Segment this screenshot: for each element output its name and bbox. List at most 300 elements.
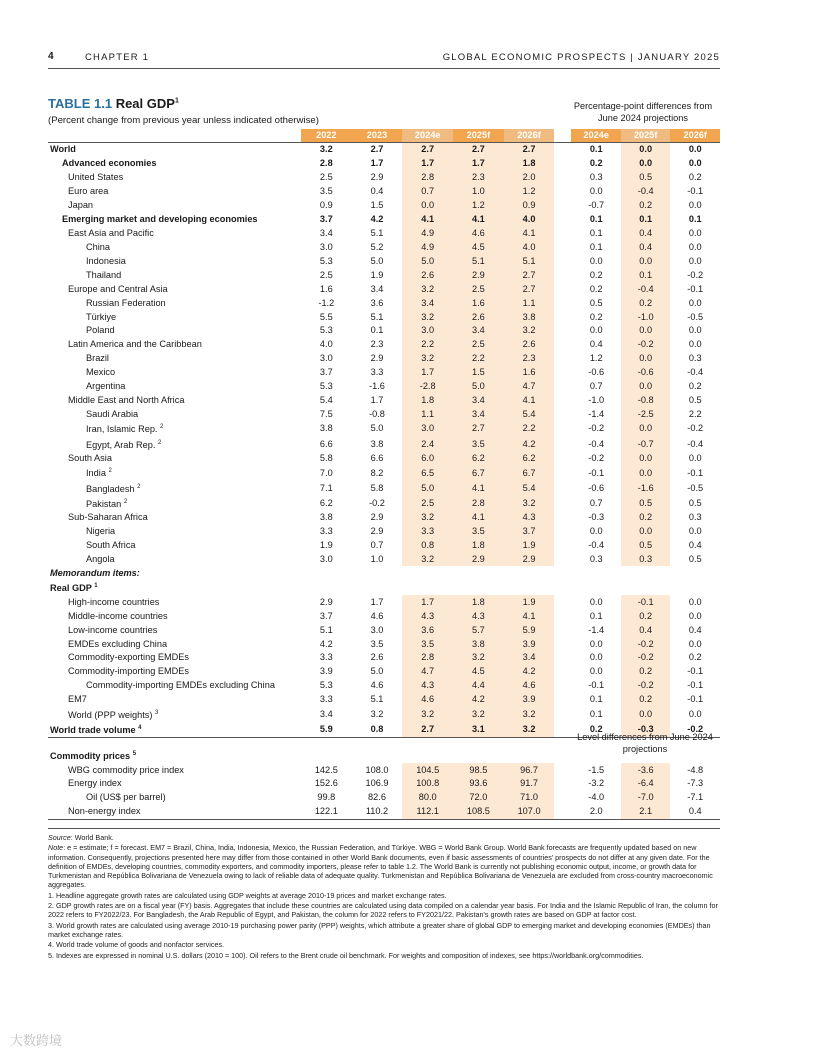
diff-cell: 0.0 [688, 200, 702, 211]
diff-cell: 0.0 [589, 596, 603, 607]
value-cell [301, 580, 352, 595]
value-cell: 1.9 [370, 269, 384, 280]
row-label-text: World trade volume [50, 724, 136, 735]
diff-cell: 0.0 [589, 186, 603, 197]
value-cell: 3.4 [402, 296, 453, 310]
value-cell: 0.4 [370, 186, 384, 197]
value-cell: 3.5 [402, 637, 453, 651]
value-cell: 2.5 [319, 172, 333, 183]
value-cell: 1.0 [370, 553, 384, 564]
value-cell [402, 580, 453, 595]
diff-cell: -0.4 [687, 438, 704, 449]
table-subtitle: (Percent change from previous year unless indicated otherwise) [48, 115, 319, 126]
value-cell: 2.6 [504, 338, 555, 352]
value-cell: -0.2 [369, 497, 385, 508]
row-label [48, 722, 301, 738]
table-row [48, 609, 720, 623]
value-cell: 93.6 [453, 777, 504, 791]
real-gdp-table [48, 129, 720, 738]
diff-cell: 0.2 [688, 652, 702, 663]
value-cell: 3.4 [453, 408, 504, 422]
row-label-text: Commodity-importing EMDEs excluding China [86, 680, 275, 691]
diff-cell: 0.0 [688, 638, 702, 649]
value-cell: 5.7 [453, 623, 504, 637]
row-label [48, 185, 301, 199]
diff-cell [571, 580, 620, 595]
table-row [48, 748, 720, 763]
value-cell: 1.9 [319, 539, 333, 550]
gap-cell [554, 707, 571, 722]
footnote-ref: 4 [138, 724, 142, 731]
diff-cell [571, 748, 620, 763]
diff-col-header: 2024e [571, 129, 620, 143]
value-cell: 110.2 [352, 805, 403, 819]
gap-cell [554, 665, 571, 679]
diff-cell: 0.5 [688, 497, 702, 508]
footnote-ref: 2 [108, 468, 112, 475]
table-row [48, 380, 720, 394]
gap-cell [554, 199, 571, 213]
diff-cell: 0.1 [688, 214, 702, 225]
table-row [48, 185, 720, 199]
footnote-5: 5. Indexes are expressed in nominal U.S. dollars (2010 = 100). Oil refers to the Brent crude oil benchmark. For weights and composition of indexes, see https://worldbank.org/commodities. [48, 950, 644, 960]
value-cell: 5.1 [319, 624, 333, 635]
value-cell: 2.7 [352, 143, 403, 157]
diff-cell: -0.2 [588, 453, 605, 464]
diff-cell: -0.1 [687, 680, 704, 691]
value-cell: 4.0 [504, 240, 555, 254]
value-cell: 3.0 [319, 553, 333, 564]
diff-cell: 0.3 [688, 353, 702, 364]
value-cell: 2.2 [402, 338, 453, 352]
value-cell: 7.1 [319, 482, 333, 493]
gap-cell [554, 213, 571, 227]
value-cell: 4.1 [504, 227, 555, 241]
value-cell: 2.5 [453, 282, 504, 296]
row-label-text: Europe and Central Asia [68, 283, 168, 294]
value-cell: 6.2 [504, 452, 555, 466]
gap-cell [554, 143, 571, 157]
table-row [48, 254, 720, 268]
gap-cell [554, 452, 571, 466]
table-row [48, 539, 720, 553]
gap-cell [554, 282, 571, 296]
table-row [48, 268, 720, 282]
value-cell: 0.9 [504, 199, 555, 213]
value-cell: 2.7 [504, 268, 555, 282]
gap-cell [554, 324, 571, 338]
header-label-cell [48, 129, 301, 143]
row-label-text: Saudi Arabia [86, 408, 139, 419]
row-label-text: Sub-Saharan Africa [68, 512, 148, 523]
table-row [48, 296, 720, 310]
diff-cell [571, 566, 620, 580]
watermark: 大数跨境 [10, 1033, 63, 1048]
diff-cell: -0.6 [588, 367, 605, 378]
value-cell: 0.8 [402, 539, 453, 553]
value-cell: 3.6 [402, 623, 453, 637]
row-label-text: Brazil [86, 353, 109, 364]
row-label [48, 496, 301, 511]
diff-cell: 0.0 [621, 143, 670, 157]
table-row [48, 525, 720, 539]
col-header: 2025f [453, 129, 504, 143]
value-cell: 3.2 [402, 552, 453, 566]
diff-cell: -7.3 [687, 778, 704, 789]
row-label-text: Middle East and North Africa [68, 395, 185, 406]
diff-cell: 0.0 [688, 526, 702, 537]
table-row [48, 199, 720, 213]
table-row [48, 465, 720, 480]
note-label: Note [48, 843, 64, 853]
value-cell: 6.7 [453, 465, 504, 480]
value-cell: 5.3 [319, 325, 333, 336]
table-row [48, 707, 720, 722]
value-cell: 1.6 [319, 283, 333, 294]
gap-cell [554, 805, 571, 819]
gap-cell [554, 227, 571, 241]
row-label-text: Türkiye [86, 311, 117, 322]
row-label-text: Angola [86, 553, 115, 564]
table-row [48, 679, 720, 693]
value-cell: 5.4 [319, 395, 333, 406]
table-row [48, 805, 720, 819]
row-label [48, 595, 301, 609]
value-cell: 1.7 [453, 157, 504, 171]
footnote-1: 1. Headline aggregate growth rates are calculated using GDP weights at average 2010-19 prices and market exchange rates. [48, 890, 447, 900]
value-cell [504, 566, 555, 580]
value-cell: 100.8 [402, 777, 453, 791]
value-cell: 3.7 [319, 367, 333, 378]
diff-cell: -6.4 [621, 777, 670, 791]
diff-cell: 0.7 [589, 497, 603, 508]
value-cell: 122.1 [301, 805, 352, 819]
row-label-text: World [50, 144, 76, 155]
value-cell: 4.2 [370, 214, 384, 225]
diff-cell: 0.0 [688, 610, 702, 621]
diff-cell: -0.4 [588, 539, 605, 550]
row-label [48, 310, 301, 324]
value-cell: -2.8 [402, 380, 453, 394]
gap-cell [554, 595, 571, 609]
value-cell: 3.4 [453, 394, 504, 408]
diff-cell: 0.0 [589, 652, 603, 663]
diff-cell: 0.0 [589, 255, 603, 266]
footnote-ref: 2 [123, 498, 128, 505]
value-cell: 4.5 [453, 240, 504, 254]
table-row [48, 352, 720, 366]
table-row [48, 213, 720, 227]
diff-cell: -4.8 [687, 764, 704, 775]
value-cell: 4.3 [402, 609, 453, 623]
value-cell: 1.8 [453, 595, 504, 609]
value-cell: 3.3 [319, 652, 333, 663]
diff-cell [621, 748, 670, 763]
value-cell: 5.8 [370, 482, 384, 493]
diff-cell: -0.2 [687, 423, 704, 434]
diff-cell: 0.2 [571, 722, 620, 738]
value-cell: 1.9 [504, 539, 555, 553]
gap-cell [554, 481, 571, 496]
value-cell: 5.0 [453, 380, 504, 394]
row-label [48, 651, 301, 665]
diff-cell: 0.0 [688, 158, 702, 169]
diff-cell: 0.0 [688, 596, 702, 607]
value-cell: 3.8 [370, 438, 384, 449]
value-cell: 3.2 [453, 651, 504, 665]
page-number: 4 [48, 51, 54, 62]
gap-cell [554, 254, 571, 268]
table-row [48, 595, 720, 609]
value-cell: 4.6 [453, 227, 504, 241]
diff-cell: 0.3 [589, 553, 603, 564]
footnote-4: 4. World trade volume of goods and nonfactor services. [48, 940, 225, 950]
value-cell: 5.9 [301, 722, 352, 738]
row-label-text: Commodity-importing EMDEs [68, 666, 189, 677]
value-cell: 4.9 [402, 227, 453, 241]
diff-cell: -0.2 [621, 651, 670, 665]
value-cell: 4.4 [453, 679, 504, 693]
table-row [48, 552, 720, 566]
value-cell: 3.7 [504, 525, 555, 539]
value-cell: 2.9 [453, 552, 504, 566]
diff-cell: 0.4 [621, 227, 670, 241]
row-label-text: Egypt, Arab Rep. [86, 439, 156, 450]
row-label-text: Commodity prices [50, 751, 131, 762]
value-cell: 2.7 [453, 143, 504, 157]
value-cell: 2.5 [402, 496, 453, 511]
diff-cell: 0.1 [621, 268, 670, 282]
gap-cell [554, 171, 571, 185]
value-cell: 1.1 [504, 296, 555, 310]
column-header-row [48, 129, 720, 143]
diff-cell: -1.4 [588, 408, 605, 419]
row-label-text: India [86, 468, 106, 479]
value-cell: 2.9 [370, 172, 384, 183]
value-cell: 2.3 [370, 339, 384, 350]
diff-cell: -1.0 [621, 310, 670, 324]
value-cell [453, 748, 504, 763]
value-cell: 3.5 [370, 638, 384, 649]
value-cell: 1.7 [402, 157, 453, 171]
value-cell: 2.9 [504, 552, 555, 566]
table-row [48, 143, 720, 157]
gap-cell [554, 609, 571, 623]
value-cell: -0.8 [369, 408, 385, 419]
row-label-text: Euro area [68, 186, 109, 197]
row-label [48, 394, 301, 408]
table-row [48, 338, 720, 352]
row-label-text: Nigeria [86, 526, 116, 537]
row-label [48, 282, 301, 296]
diff-cell: 2.0 [571, 805, 620, 819]
value-cell: 107.0 [504, 805, 555, 819]
value-cell: 3.2 [402, 352, 453, 366]
row-label [48, 171, 301, 185]
gap-cell [554, 338, 571, 352]
table-row [48, 324, 720, 338]
value-cell [301, 748, 352, 763]
level-differences-note: Level differences from June 2024 projections [577, 732, 713, 754]
gap-cell [554, 777, 571, 791]
value-cell: 3.4 [453, 324, 504, 338]
value-cell: 0.8 [352, 722, 403, 738]
diff-cell: 0.0 [688, 241, 702, 252]
value-cell: 1.8 [453, 539, 504, 553]
diff-cell: 0.0 [621, 157, 670, 171]
row-label [48, 227, 301, 241]
value-cell: 5.0 [370, 423, 384, 434]
table-row [48, 481, 720, 496]
value-cell: 91.7 [504, 777, 555, 791]
value-cell: 4.5 [453, 665, 504, 679]
value-cell: 1.7 [370, 395, 384, 406]
row-label-text: East Asia and Pacific [68, 227, 154, 238]
value-cell: 98.5 [453, 763, 504, 777]
table-row [48, 157, 720, 171]
value-cell: 3.2 [504, 707, 555, 722]
page-header [48, 51, 720, 69]
diff-cell: 0.1 [589, 214, 603, 225]
diff-cell: 0.0 [621, 380, 670, 394]
value-cell: 4.7 [504, 380, 555, 394]
value-cell: 4.6 [370, 610, 384, 621]
row-label-text: Advanced economies [62, 158, 157, 169]
diff-cell: -0.2 [621, 338, 670, 352]
table-row [48, 421, 720, 436]
row-label-text: Energy index [68, 778, 122, 789]
value-cell: 1.9 [504, 595, 555, 609]
value-cell: 8.2 [370, 467, 384, 478]
value-cell: 4.1 [504, 609, 555, 623]
row-label [48, 623, 301, 637]
value-cell: 1.7 [370, 596, 384, 607]
value-cell: 2.7 [402, 722, 453, 738]
value-cell: 1.8 [504, 157, 555, 171]
value-cell: 142.5 [314, 764, 338, 775]
value-cell: 2.9 [453, 268, 504, 282]
value-cell: 2.7 [504, 143, 555, 157]
value-cell: 5.0 [402, 481, 453, 496]
diff-col-header: 2026f [670, 129, 720, 143]
row-label-text: Iran, Islamic Rep. [86, 424, 158, 435]
row-label [48, 693, 301, 707]
row-label [48, 254, 301, 268]
footnote-ref: 5 [132, 751, 137, 757]
value-cell: 3.8 [504, 310, 555, 324]
diff-cell: 0.4 [688, 539, 702, 550]
diff-cell: 0.0 [621, 254, 670, 268]
chapter-label: CHAPTER 1 [85, 52, 150, 63]
value-cell: 2.2 [504, 421, 555, 436]
table-row [48, 763, 720, 777]
value-cell [453, 566, 504, 580]
value-cell: 5.5 [319, 311, 333, 322]
table-row [48, 693, 720, 707]
value-cell [504, 580, 555, 595]
value-cell: 108.0 [365, 764, 389, 775]
value-cell: 3.7 [319, 214, 333, 225]
diff-cell: -0.1 [687, 283, 704, 294]
gap-cell [554, 511, 571, 525]
value-cell: 4.6 [402, 693, 453, 707]
diff-cell: 0.0 [589, 666, 603, 677]
row-label [48, 338, 301, 352]
value-cell: 3.5 [453, 525, 504, 539]
value-cell: 3.2 [402, 282, 453, 296]
value-cell: 5.1 [370, 311, 384, 322]
row-label [48, 240, 301, 254]
diff-cell: -3.6 [621, 763, 670, 777]
table-title-text: Real GDP [115, 96, 175, 111]
diff-cell: 2.1 [621, 805, 670, 819]
diff-cell: 0.2 [688, 172, 702, 183]
row-label [48, 777, 301, 791]
value-cell: 5.0 [402, 254, 453, 268]
value-cell: 6.2 [319, 497, 333, 508]
diff-cell: 0.0 [688, 339, 702, 350]
row-label-text: EMDEs excluding China [68, 638, 168, 649]
diff-cell: 0.2 [621, 665, 670, 679]
value-cell: 6.0 [402, 452, 453, 466]
row-label [48, 748, 301, 763]
row-label [48, 763, 301, 777]
row-label [48, 268, 301, 282]
value-cell: 5.1 [370, 694, 384, 705]
diff-cell: -0.4 [588, 438, 605, 449]
gap-cell [554, 651, 571, 665]
row-label-text: Argentina [86, 381, 126, 392]
gap-cell [554, 437, 571, 452]
diff-cell: 0.4 [589, 339, 603, 350]
row-label-text: Poland [86, 325, 115, 336]
value-cell: 6.7 [504, 465, 555, 480]
row-label [48, 566, 301, 580]
diff-cell: 0.2 [589, 283, 603, 294]
row-label-text: United States [68, 172, 124, 183]
value-cell: 4.2 [319, 638, 333, 649]
table-row [48, 171, 720, 185]
gap-cell [554, 763, 571, 777]
diff-cell: 0.3 [621, 552, 670, 566]
diff-cell: 2.2 [688, 408, 702, 419]
value-cell [453, 580, 504, 595]
diff-cell: -7.0 [621, 791, 670, 805]
diff-cell [621, 580, 670, 595]
commodity-table-body [48, 748, 720, 819]
value-cell: 3.3 [402, 525, 453, 539]
value-cell: 2.0 [504, 171, 555, 185]
diff-cell: -0.2 [687, 269, 704, 280]
row-label-text: Memorandum items: [50, 567, 140, 578]
diff-cell: 0.5 [688, 395, 702, 406]
value-cell: 0.7 [370, 539, 384, 550]
gap-cell [554, 185, 571, 199]
value-cell: 1.8 [402, 394, 453, 408]
table-row [48, 580, 720, 595]
table-number: TABLE 1.1 [48, 96, 113, 111]
value-cell: 3.4 [370, 283, 384, 294]
value-cell: 4.0 [504, 213, 555, 227]
row-label [48, 580, 301, 595]
value-cell: 2.5 [319, 269, 333, 280]
row-label [48, 511, 301, 525]
row-label [48, 366, 301, 380]
value-cell: 5.1 [370, 227, 384, 238]
diff-col-header: 2025f [621, 129, 670, 143]
footnote-2: 2. GDP growth rates are on a fiscal year (FY) basis. Aggregates that include these countries are calculated using data compiled on a calendar year basis. For India and the Islamic Republic of Iran, the column for 2022 refers to FY2022/23. For Bangladesh, the Arab Republic of Egypt, and Pakistan, the column for 2022 refers to FY2021/22. Pakistan's growth rates are based on GDP at factor cost. [48, 900, 718, 920]
value-cell: 3.8 [319, 512, 333, 523]
